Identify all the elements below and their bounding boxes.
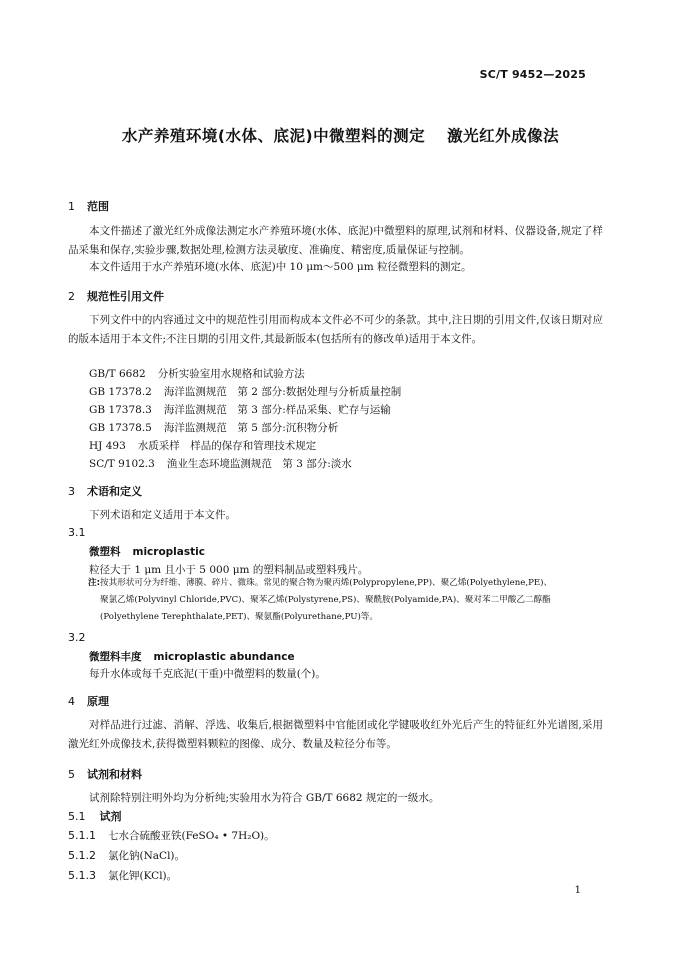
reagent-item <box>68 868 177 883</box>
term-note <box>88 575 608 626</box>
reference-item <box>89 438 316 453</box>
section-number: 5 <box>68 768 75 781</box>
title-main: 水产养殖环境(水体、底泥)中微塑料的测定 <box>121 127 426 145</box>
title-method: 激光红外成像法 <box>447 127 560 145</box>
scope-paragraph-2: 本文件适用于水产养殖环境(水体、底泥)中 10 μm～500 μm 粒径微塑料的测定。 <box>89 261 472 273</box>
note-line: (Polyethylene Terephthalate,PET)、聚氨酯(Polyurethane,PU)等。 <box>100 612 378 622</box>
section-title: 原理 <box>87 695 109 708</box>
section-title: 规范性引用文件 <box>87 290 164 303</box>
reference-code: GB/T 6682 <box>89 368 146 380</box>
reference-code: SC/T 9102.3 <box>89 458 155 470</box>
reference-item <box>89 384 401 399</box>
page-number: 1 <box>574 885 581 896</box>
section-number: 2 <box>68 290 75 303</box>
document-title <box>0 124 681 146</box>
reference-item <box>89 366 305 381</box>
reference-code: GB 17378.3 <box>89 404 152 416</box>
reference-title: 渔业生态环境监测规范 第 3 部分:淡水 <box>166 458 352 470</box>
section-2-heading <box>68 288 164 304</box>
note-line: 按其形状可分为纤维、薄膜、碎片、微珠。常见的聚合物为聚丙烯(Polypropylene,PP)、聚乙烯(Polyethylene,PE)、 <box>100 578 553 588</box>
note-line: 聚氯乙烯(Polyvinyl Chloride,PVC)、聚苯乙烯(Polystyrene,PS)、聚酰胺(Polyamide,PA)、聚对苯二甲酸乙二醇酯 <box>100 595 551 605</box>
normative-references-paragraph: 下列文件中的内容通过文中的规范性引用而构成本文件必不可少的条款。其中,注日期的引用文件,仅该日期对应的版本适用于本文件;不注日期的引用文件,其最新版本(包括所有的修改单)适用于本文件。 <box>68 314 603 345</box>
term-heading <box>89 649 295 664</box>
subsection-number: 5.1 <box>68 810 86 823</box>
reference-title: 分析实验室用水规格和试验方法 <box>157 368 305 380</box>
section-4-heading <box>68 693 109 709</box>
item-text: 氯化钠(NaCl)。 <box>108 850 186 862</box>
reagent-item <box>68 848 185 863</box>
section-1-heading <box>68 198 109 214</box>
section-title: 范围 <box>87 200 109 213</box>
item-text: 七水合硫酸亚铁(FeSO₄ • 7H₂O)。 <box>108 830 275 842</box>
reference-title: 海洋监测规范 第 5 部分:沉积物分析 <box>163 422 339 434</box>
subsection-heading <box>68 808 122 824</box>
term-chinese: 微塑料丰度 <box>89 651 142 663</box>
reference-title: 海洋监测规范 第 2 部分:数据处理与分析质量控制 <box>163 386 402 398</box>
term-chinese: 微塑料 <box>89 546 121 558</box>
section-title: 试剂和材料 <box>87 768 142 781</box>
section-3-heading <box>68 483 142 499</box>
note-label: 注: <box>88 578 101 588</box>
reference-title: 海洋监测规范 第 3 部分:样品采集、贮存与运输 <box>163 404 391 416</box>
term-definition: 每升水体或每千克底泥(干重)中微塑料的数量(个)。 <box>89 668 326 680</box>
reference-item <box>89 402 391 417</box>
term-number: 3.1 <box>68 526 86 539</box>
term-number: 3.2 <box>68 631 86 644</box>
section-number: 1 <box>68 200 75 213</box>
reference-code: GB 17378.5 <box>89 422 152 434</box>
section-5-heading <box>68 766 142 782</box>
reference-item <box>89 420 338 435</box>
reference-item <box>89 456 352 471</box>
reagents-paragraph: 试剂除特别注明外均为分析纯;实验用水为符合 GB/T 6682 规定的一级水。 <box>89 792 440 804</box>
section-number: 4 <box>68 695 75 708</box>
item-number: 5.1.2 <box>68 849 96 862</box>
item-number: 5.1.1 <box>68 829 96 842</box>
item-number: 5.1.3 <box>68 869 96 882</box>
reference-code: HJ 493 <box>89 440 126 452</box>
term-english: microplastic abundance <box>153 651 295 663</box>
section-number: 3 <box>68 485 75 498</box>
term-english: microplastic <box>132 546 205 558</box>
item-text: 氯化钾(KCl)。 <box>108 870 178 882</box>
terms-intro: 下列术语和定义适用于本文件。 <box>89 509 236 521</box>
term-definition: 粒径大于 1 μm 且小于 5 000 μm 的塑料制品或塑料残片。 <box>89 564 369 576</box>
scope-paragraph-1: 本文件描述了激光红外成像法测定水产养殖环境(水体、底泥)中微塑料的原理,试剂和材料、仪器设备,规定了样品采集和保存,实验步骤,数据处理,检测方法灵敏度、准确度、精密度,质量保证与控制。 <box>68 225 603 256</box>
principle-paragraph: 对样品进行过滤、消解、浮选、收集后,根据微塑料中官能团或化学键吸收红外光后产生的特征红外光谱图,采用激光红外成像技术,获得微塑料颗粒的图像、成分、数量及粒径分布等。 <box>68 719 603 750</box>
term-heading <box>89 544 205 559</box>
document-code: SC/T 9452—2025 <box>479 68 586 81</box>
reference-code: GB 17378.2 <box>89 386 152 398</box>
subsection-title: 试剂 <box>99 810 122 823</box>
section-title: 术语和定义 <box>87 485 142 498</box>
reagent-item <box>68 828 275 843</box>
reference-title: 水质采样 样品的保存和管理技术规定 <box>137 440 317 452</box>
